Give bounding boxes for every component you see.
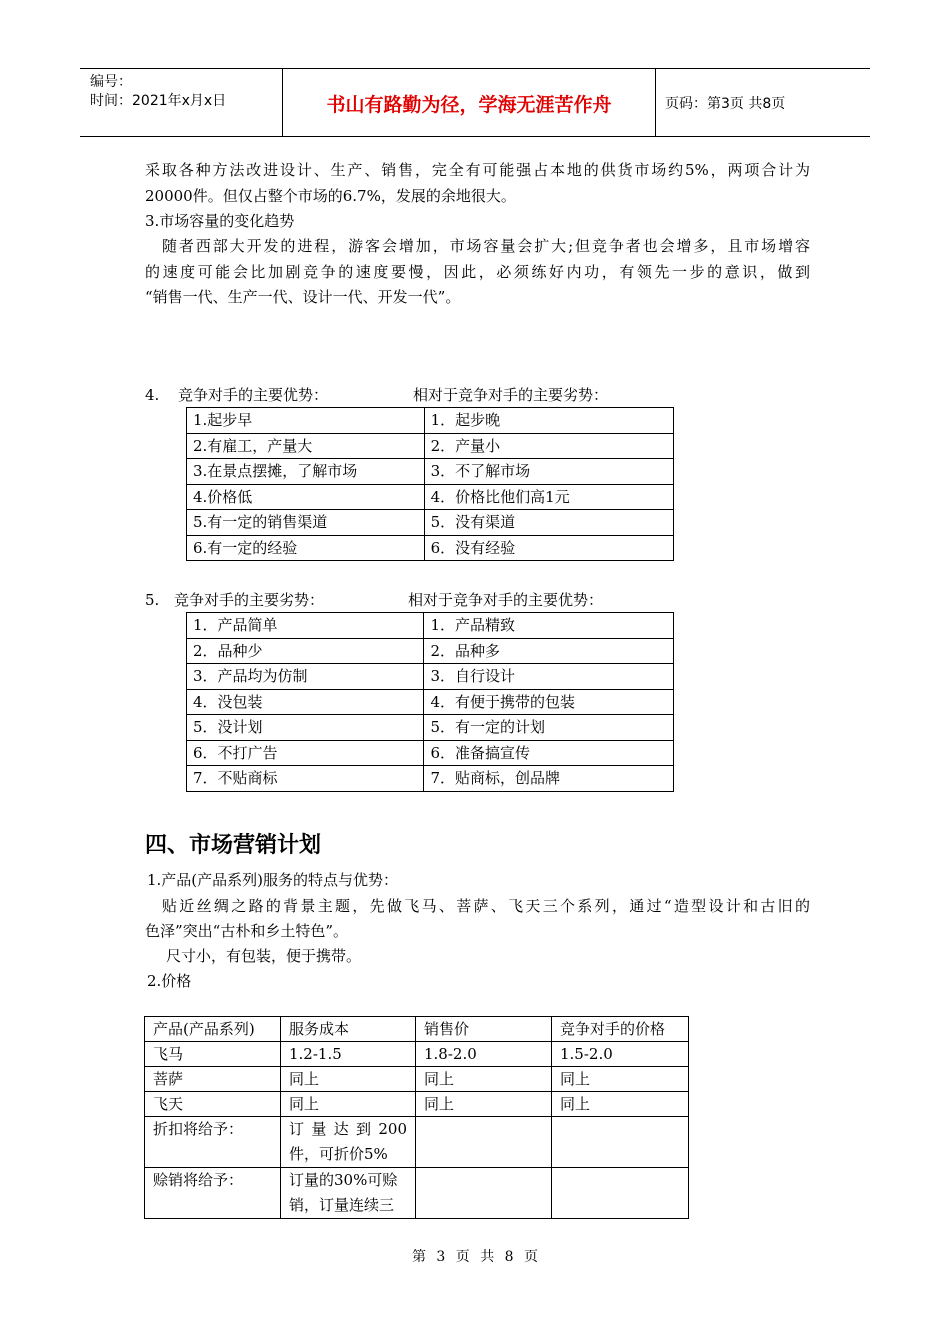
- table-cell-left: 2．品种少: [187, 638, 424, 664]
- paragraph-line: 采取各种方法改进设计、生产、销售，完全有可能强占本地的供货市场约5%，两项合计为: [145, 161, 810, 179]
- table-header-cell: 产品(产品系列): [145, 1017, 281, 1042]
- price-table: [144, 1016, 689, 1219]
- table-row: [145, 1168, 689, 1219]
- section-4-left-title: 竞争对手的主要优势：: [178, 386, 329, 404]
- price-table-header-row: [145, 1017, 689, 1042]
- paragraph-line: 20000件。但仅占整个市场的6.7%，发展的余地很大。: [145, 187, 516, 205]
- table-cell-left: 6.有一定的经验: [187, 535, 425, 561]
- paragraph-line: 随者西部大开发的进程，游客会增加，市场容量会扩大;但竞争者也会增多，且市场增容: [162, 237, 810, 255]
- table-row: [145, 1117, 689, 1168]
- header-page-info: 页码：第3页 共8页: [665, 96, 786, 112]
- table-cell-right: 3．自行设计: [424, 664, 674, 690]
- section-5-right-title: 相对于竞争对手的主要优势：: [408, 591, 604, 609]
- table-cell: 同上: [552, 1092, 689, 1117]
- table-cell-left: 6．不打广告: [187, 740, 424, 766]
- table-cell-right: 1．产品精致: [424, 613, 674, 639]
- table-row: [187, 484, 674, 510]
- section-4-table: [186, 407, 674, 561]
- table-cell: 同上: [281, 1067, 416, 1092]
- credit-label: 赊销将给予：: [145, 1168, 281, 1219]
- table-cell: 1.8-2.0: [416, 1042, 552, 1067]
- table-cell-right: 4．价格比他们高1元: [424, 484, 673, 510]
- table-cell: [416, 1168, 552, 1219]
- table-cell-right: 2．品种多: [424, 638, 674, 664]
- table-cell: 同上: [416, 1092, 552, 1117]
- table-cell-left: 7．不贴商标: [187, 766, 424, 792]
- table-cell: 同上: [552, 1067, 689, 1092]
- table-cell-left: 1.起步早: [187, 408, 425, 434]
- discount-terms-line: 件，可折价5%: [289, 1145, 388, 1163]
- table-cell-right: 1．起步晚: [424, 408, 673, 434]
- table-cell: 飞马: [145, 1042, 281, 1067]
- header-divider-right: [655, 68, 656, 136]
- table-row: [187, 510, 674, 536]
- section-5-number: 5.: [145, 591, 160, 609]
- header-top-rule: [80, 68, 870, 69]
- paragraph-line: 色泽”突出“古朴和乡土特色”。: [145, 922, 349, 940]
- table-row: [187, 715, 674, 741]
- table-row: [187, 433, 674, 459]
- table-row: [187, 689, 674, 715]
- table-row: [187, 613, 674, 639]
- credit-terms: [281, 1168, 416, 1219]
- header-motto: 书山有路勤为径，学海无涯苦作舟: [326, 94, 612, 116]
- table-cell-right: 5．没有渠道: [424, 510, 673, 536]
- discount-terms-line: 订量达到200: [289, 1120, 407, 1138]
- table-header-cell: 服务成本: [281, 1017, 416, 1042]
- table-cell-left: 1．产品简单: [187, 613, 424, 639]
- table-row: [187, 664, 674, 690]
- table-row: [145, 1042, 689, 1067]
- paragraph-line: “销售一代、生产一代、设计一代、开发一代”。: [145, 288, 461, 306]
- section-4-right-title: 相对于竞争对手的主要劣势：: [413, 386, 609, 404]
- table-cell-right: 4．有便于携带的包装: [424, 689, 674, 715]
- table-row: [145, 1067, 689, 1092]
- table-cell: [552, 1117, 689, 1168]
- table-cell-left: 4.价格低: [187, 484, 425, 510]
- table-cell-right: 7．贴商标，创品牌: [424, 766, 674, 792]
- discount-terms: [281, 1117, 416, 1168]
- table-cell-right: 6．没有经验: [424, 535, 673, 561]
- table-header-cell: 竞争对手的价格: [552, 1017, 689, 1042]
- header-bottom-rule: [80, 136, 870, 137]
- section-3-title: 3.市场容量的变化趋势: [145, 212, 295, 230]
- paragraph-line: 贴近丝绸之路的背景主题，先做飞马、菩萨、飞天三个系列，通过“造型设计和古旧的: [162, 897, 810, 915]
- marketing-item-1-title: 1.产品(产品系列)服务的特点与优势：: [147, 871, 399, 889]
- table-header-cell: 销售价: [416, 1017, 552, 1042]
- table-cell-left: 3．产品均为仿制: [187, 664, 424, 690]
- table-cell-left: 5.有一定的销售渠道: [187, 510, 425, 536]
- marketing-item-2-title: 2.价格: [147, 972, 192, 990]
- table-cell: 1.5-2.0: [552, 1042, 689, 1067]
- table-cell-left: 5．没计划: [187, 715, 424, 741]
- discount-label: 折扣将给予：: [145, 1117, 281, 1168]
- table-row: [187, 740, 674, 766]
- table-cell-right: 3．不了解市场: [424, 459, 673, 485]
- table-cell-left: 4．没包装: [187, 689, 424, 715]
- table-row: [187, 408, 674, 434]
- paragraph-line: 的速度可能会比加剧竞争的速度要慢，因此，必须练好内功，有领先一步的意识，做到: [145, 263, 810, 281]
- section-5-table: [186, 612, 674, 792]
- table-row: [187, 638, 674, 664]
- section-4-number: 4.: [145, 386, 160, 404]
- table-cell: 1.2-1.5: [281, 1042, 416, 1067]
- table-cell: [552, 1168, 689, 1219]
- paragraph-line: 尺寸小，有包装，便于携带。: [166, 947, 362, 965]
- table-cell-left: 2.有雇工，产量大: [187, 433, 425, 459]
- table-cell-right: 5．有一定的计划: [424, 715, 674, 741]
- section-5-left-title: 竞争对手的主要劣势：: [174, 591, 325, 609]
- table-row: [187, 459, 674, 485]
- credit-terms-line: 销，订量连续三: [289, 1196, 395, 1214]
- credit-terms-line: 订量的30%可赊: [289, 1171, 398, 1189]
- table-cell-right: 6．准备搞宣传: [424, 740, 674, 766]
- header-time-label: 时间：2021年x月x日: [90, 93, 227, 109]
- table-cell: 菩萨: [145, 1067, 281, 1092]
- table-row: [187, 766, 674, 792]
- page-footer: 第 3 页 共 8 页: [411, 1249, 539, 1265]
- marketing-heading: 四、市场营销计划: [145, 833, 322, 858]
- table-cell: 同上: [281, 1092, 416, 1117]
- header-number-label: 编号：: [90, 74, 132, 90]
- table-cell-left: 3.在景点摆摊，了解市场: [187, 459, 425, 485]
- table-cell: 同上: [416, 1067, 552, 1092]
- table-row: [145, 1092, 689, 1117]
- table-row: [187, 535, 674, 561]
- table-cell: [416, 1117, 552, 1168]
- table-cell: 飞天: [145, 1092, 281, 1117]
- table-cell-right: 2．产量小: [424, 433, 673, 459]
